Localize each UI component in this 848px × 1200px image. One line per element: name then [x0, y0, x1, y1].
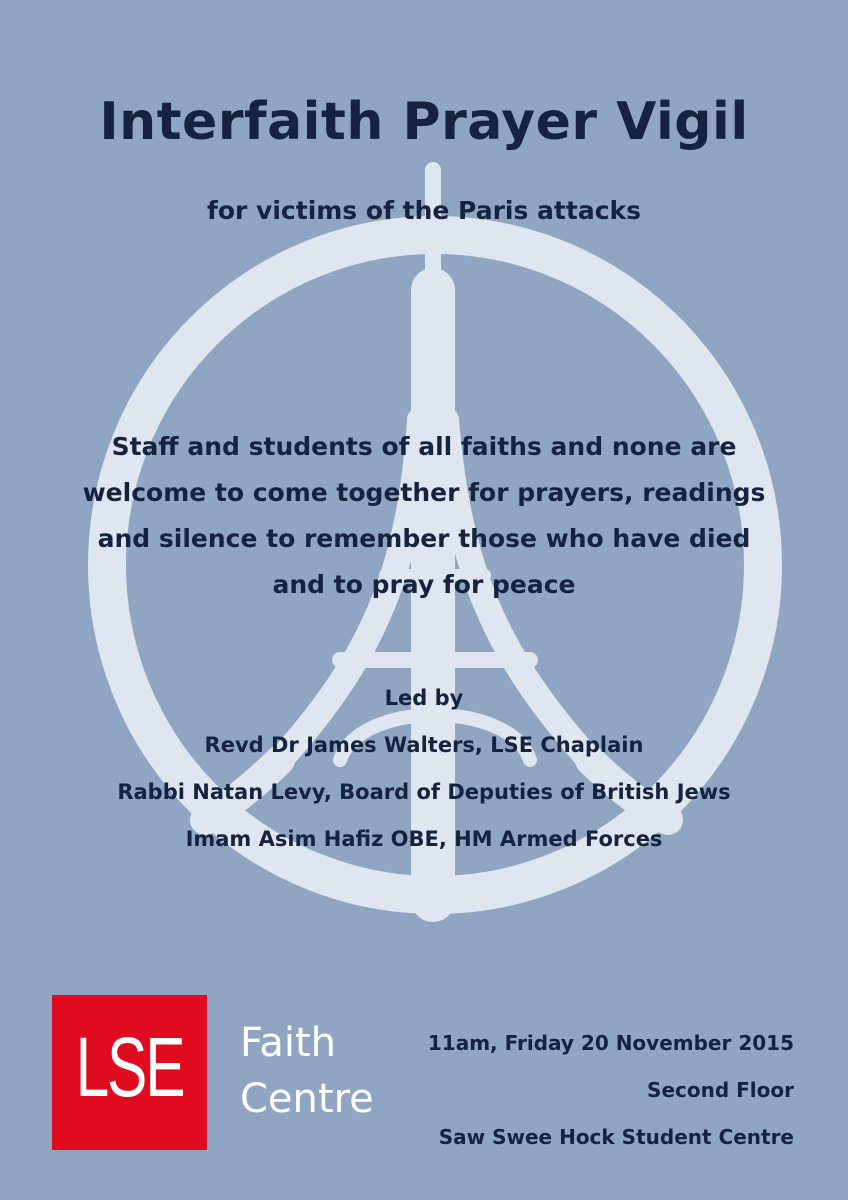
event-time-date: 11am, Friday 20 November 2015: [427, 1031, 794, 1055]
faith-centre-name: [240, 1015, 374, 1127]
leader-item: Rabbi Natan Levy, Board of Deputies of British Jews: [117, 780, 731, 804]
led-by-heading: Led by: [384, 686, 464, 710]
invitation-line: and silence to remember those who have died: [97, 524, 751, 553]
invitation-text: [60, 424, 788, 608]
invitation-line: welcome to come together for prayers, readings: [82, 478, 766, 507]
leader-item: Imam Asim Hafiz OBE, HM Armed Forces: [185, 827, 663, 851]
invitation-line: Staff and students of all faiths and none are: [111, 432, 737, 461]
poster-title: Interfaith Prayer Vigil: [99, 92, 749, 152]
event-venue: Saw Swee Hock Student Centre: [438, 1125, 794, 1149]
lse-logo: [52, 995, 207, 1150]
event-floor: Second Floor: [647, 1078, 794, 1102]
led-by-section: [60, 675, 788, 863]
centre-name-line: Faith: [240, 1020, 336, 1066]
invitation-line: and to pray for peace: [272, 570, 576, 599]
leader-item: Revd Dr James Walters, LSE Chaplain: [204, 733, 644, 757]
centre-name-line: Centre: [240, 1076, 374, 1122]
event-details: [428, 1020, 794, 1161]
poster-subtitle: for victims of the Paris attacks: [206, 196, 642, 225]
lse-logo-text: LSE: [75, 1020, 184, 1114]
